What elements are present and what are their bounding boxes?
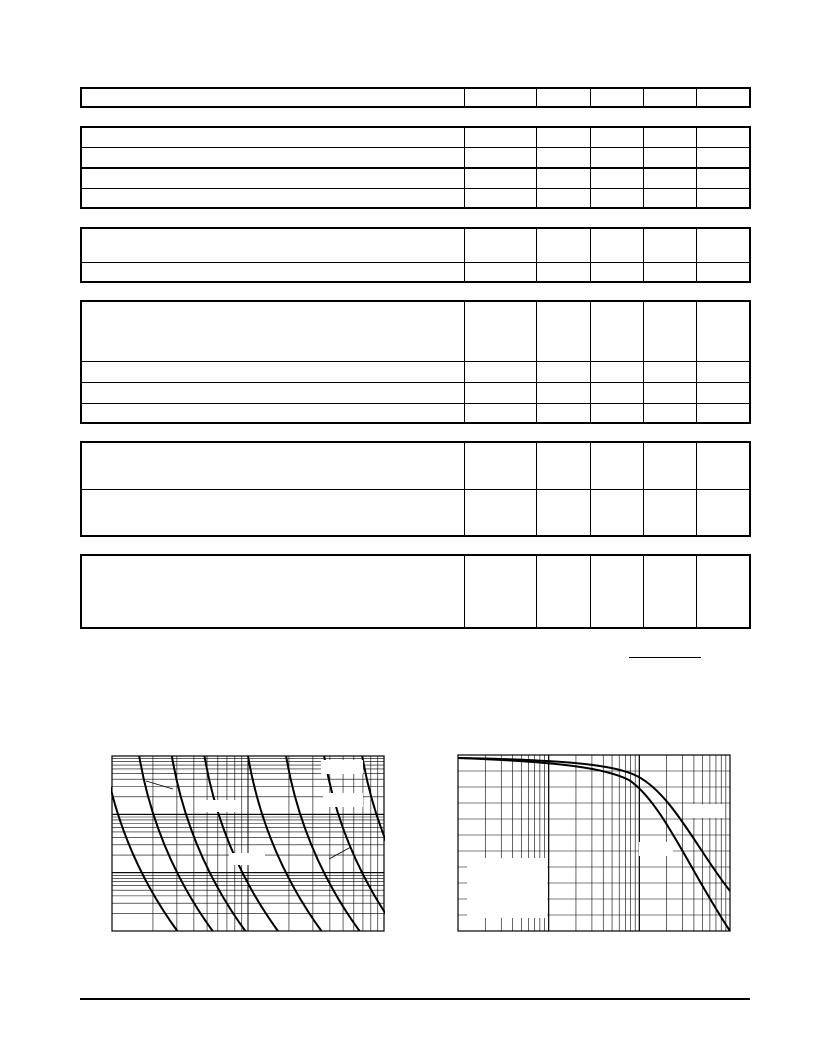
column-divider [696,89,697,106]
table-row-divider [82,489,749,490]
table-row-divider [82,167,749,169]
label-patch [687,804,723,818]
column-divider [696,302,697,422]
column-divider [590,89,591,106]
annotation-arrow [146,781,173,789]
column-divider [696,229,697,281]
right-chart-svg [457,754,731,932]
annotation-arrow [329,847,351,859]
series-line-3 [172,756,245,931]
header-table [80,87,751,108]
table-row-divider [82,382,749,383]
column-divider [536,229,537,281]
column-divider [590,302,591,422]
label-patch [467,858,547,918]
section-3-table [80,300,751,424]
label-patch [639,842,673,856]
section-2-table [80,227,751,283]
table-row-divider [82,147,749,148]
column-divider [696,556,697,627]
label-patch [203,800,241,812]
column-divider [536,302,537,422]
footer-rule [80,998,750,1000]
column-divider [464,229,465,281]
series-line-7 [324,756,385,931]
table-row-divider [82,403,749,404]
column-divider [643,443,644,535]
label-patch [229,853,265,865]
column-divider [464,443,465,535]
series-line-4 [204,756,277,931]
table-row-divider [82,262,749,263]
column-divider [464,302,465,422]
section-4-table [80,441,751,537]
right-chart [457,754,731,932]
column-divider [536,128,537,207]
underline-mark [629,657,701,658]
table-row-divider [82,361,749,362]
left-chart-svg [111,755,385,932]
column-divider [464,128,465,207]
column-divider [536,89,537,106]
section-1-table [80,126,751,209]
column-divider [590,229,591,281]
column-divider [643,128,644,207]
label-patch [321,760,363,774]
section-5-table [80,554,751,629]
table-row-divider [82,188,749,189]
column-divider [696,443,697,535]
column-divider [590,556,591,627]
column-divider [536,443,537,535]
column-divider [643,556,644,627]
column-divider [464,556,465,627]
column-divider [643,229,644,281]
series-line-8 [362,756,385,931]
column-divider [643,89,644,106]
column-divider [590,128,591,207]
column-divider [464,89,465,106]
column-divider [590,443,591,535]
column-divider [536,556,537,627]
label-patch [323,793,363,807]
column-divider [643,302,644,422]
left-chart [111,755,385,932]
column-divider [696,128,697,207]
